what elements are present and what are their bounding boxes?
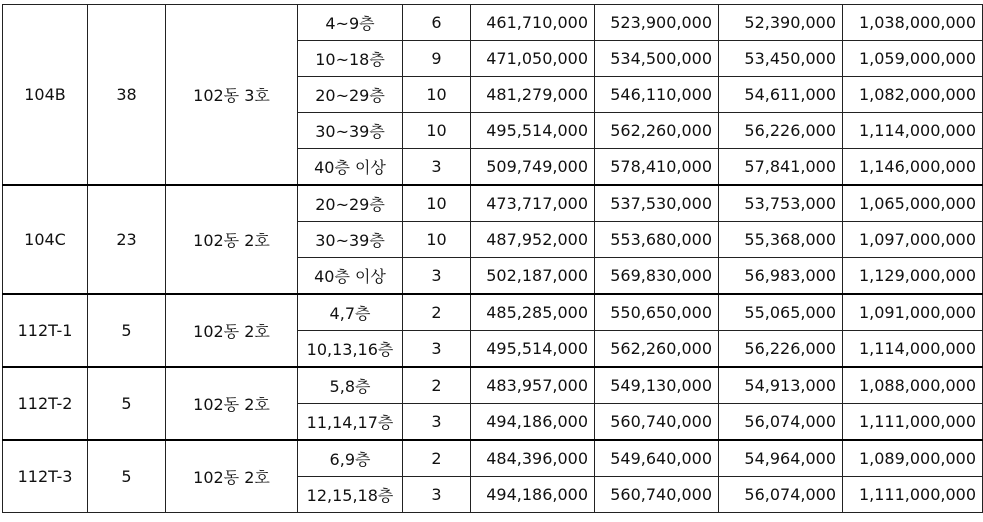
model-unit-cell: 102동 2호	[166, 294, 298, 367]
table-row	[3, 5, 983, 41]
count-cell: 3	[403, 149, 471, 186]
vat-cell: 54,913,000	[719, 367, 843, 404]
table-row	[3, 185, 983, 222]
land-price-cell: 485,285,000	[471, 294, 595, 331]
vat-cell: 53,753,000	[719, 185, 843, 222]
floor-cell: 12,15,18층	[298, 477, 403, 513]
total-price-cell: 1,114,000,000	[843, 331, 983, 368]
land-price-cell: 481,279,000	[471, 77, 595, 113]
model-unit-cell: 102동 2호	[166, 367, 298, 440]
land-price-cell: 484,396,000	[471, 440, 595, 477]
land-price-cell: 483,957,000	[471, 367, 595, 404]
floor-cell: 30~39층	[298, 222, 403, 258]
count-cell: 10	[403, 185, 471, 222]
count-cell: 2	[403, 294, 471, 331]
model-unit-cell: 102동 2호	[166, 440, 298, 513]
vat-cell: 54,964,000	[719, 440, 843, 477]
vat-cell: 52,390,000	[719, 5, 843, 41]
count-cell: 3	[403, 258, 471, 295]
count-cell: 9	[403, 41, 471, 77]
vat-cell: 56,983,000	[719, 258, 843, 295]
unit-type-cell: 112T-1	[3, 294, 88, 367]
total-price-cell: 1,146,000,000	[843, 149, 983, 186]
land-price-cell: 487,952,000	[471, 222, 595, 258]
floor-cell: 6,9층	[298, 440, 403, 477]
land-price-cell: 473,717,000	[471, 185, 595, 222]
building-price-cell: 546,110,000	[595, 77, 719, 113]
unit-type-cell: 104B	[3, 5, 88, 186]
vat-cell: 56,074,000	[719, 477, 843, 513]
floor-cell: 10,13,16층	[298, 331, 403, 368]
unit-count-cell: 23	[88, 185, 166, 294]
count-cell: 3	[403, 404, 471, 441]
count-cell: 10	[403, 77, 471, 113]
table-row	[3, 440, 983, 477]
land-price-cell: 494,186,000	[471, 477, 595, 513]
building-price-cell: 549,640,000	[595, 440, 719, 477]
floor-cell: 4~9층	[298, 5, 403, 41]
total-price-cell: 1,089,000,000	[843, 440, 983, 477]
total-price-cell: 1,088,000,000	[843, 367, 983, 404]
table-row	[3, 367, 983, 404]
floor-cell: 40층 이상	[298, 258, 403, 295]
building-price-cell: 560,740,000	[595, 404, 719, 441]
total-price-cell: 1,091,000,000	[843, 294, 983, 331]
building-price-cell: 569,830,000	[595, 258, 719, 295]
land-price-cell: 502,187,000	[471, 258, 595, 295]
land-price-cell: 471,050,000	[471, 41, 595, 77]
total-price-cell: 1,059,000,000	[843, 41, 983, 77]
building-price-cell: 560,740,000	[595, 477, 719, 513]
total-price-cell: 1,111,000,000	[843, 404, 983, 441]
count-cell: 10	[403, 113, 471, 149]
total-price-cell: 1,082,000,000	[843, 77, 983, 113]
total-price-cell: 1,038,000,000	[843, 5, 983, 41]
unit-count-cell: 5	[88, 367, 166, 440]
vat-cell: 54,611,000	[719, 77, 843, 113]
count-cell: 3	[403, 331, 471, 368]
table-row	[3, 294, 983, 331]
floor-cell: 30~39층	[298, 113, 403, 149]
floor-cell: 4,7층	[298, 294, 403, 331]
floor-cell: 20~29층	[298, 185, 403, 222]
floor-cell: 40층 이상	[298, 149, 403, 186]
vat-cell: 56,226,000	[719, 331, 843, 368]
land-price-cell: 494,186,000	[471, 404, 595, 441]
vat-cell: 53,450,000	[719, 41, 843, 77]
total-price-cell: 1,111,000,000	[843, 477, 983, 513]
unit-type-cell: 112T-2	[3, 367, 88, 440]
vat-cell: 56,226,000	[719, 113, 843, 149]
vat-cell: 57,841,000	[719, 149, 843, 186]
building-price-cell: 534,500,000	[595, 41, 719, 77]
total-price-cell: 1,114,000,000	[843, 113, 983, 149]
price-table	[2, 4, 983, 513]
total-price-cell: 1,065,000,000	[843, 185, 983, 222]
model-unit-cell: 102동 3호	[166, 5, 298, 186]
floor-cell: 11,14,17층	[298, 404, 403, 441]
land-price-cell: 461,710,000	[471, 5, 595, 41]
land-price-cell: 495,514,000	[471, 331, 595, 368]
unit-type-cell: 104C	[3, 185, 88, 294]
vat-cell: 55,065,000	[719, 294, 843, 331]
floor-cell: 20~29층	[298, 77, 403, 113]
total-price-cell: 1,097,000,000	[843, 222, 983, 258]
building-price-cell: 562,260,000	[595, 113, 719, 149]
vat-cell: 55,368,000	[719, 222, 843, 258]
unit-type-cell: 112T-3	[3, 440, 88, 513]
vat-cell: 56,074,000	[719, 404, 843, 441]
building-price-cell: 523,900,000	[595, 5, 719, 41]
unit-count-cell: 5	[88, 440, 166, 513]
building-price-cell: 553,680,000	[595, 222, 719, 258]
floor-cell: 10~18층	[298, 41, 403, 77]
floor-cell: 5,8층	[298, 367, 403, 404]
land-price-cell: 495,514,000	[471, 113, 595, 149]
model-unit-cell: 102동 2호	[166, 185, 298, 294]
count-cell: 10	[403, 222, 471, 258]
unit-count-cell: 38	[88, 5, 166, 186]
building-price-cell: 562,260,000	[595, 331, 719, 368]
count-cell: 3	[403, 477, 471, 513]
building-price-cell: 578,410,000	[595, 149, 719, 186]
building-price-cell: 549,130,000	[595, 367, 719, 404]
building-price-cell: 550,650,000	[595, 294, 719, 331]
building-price-cell: 537,530,000	[595, 185, 719, 222]
total-price-cell: 1,129,000,000	[843, 258, 983, 295]
count-cell: 2	[403, 367, 471, 404]
count-cell: 6	[403, 5, 471, 41]
land-price-cell: 509,749,000	[471, 149, 595, 186]
count-cell: 2	[403, 440, 471, 477]
unit-count-cell: 5	[88, 294, 166, 367]
